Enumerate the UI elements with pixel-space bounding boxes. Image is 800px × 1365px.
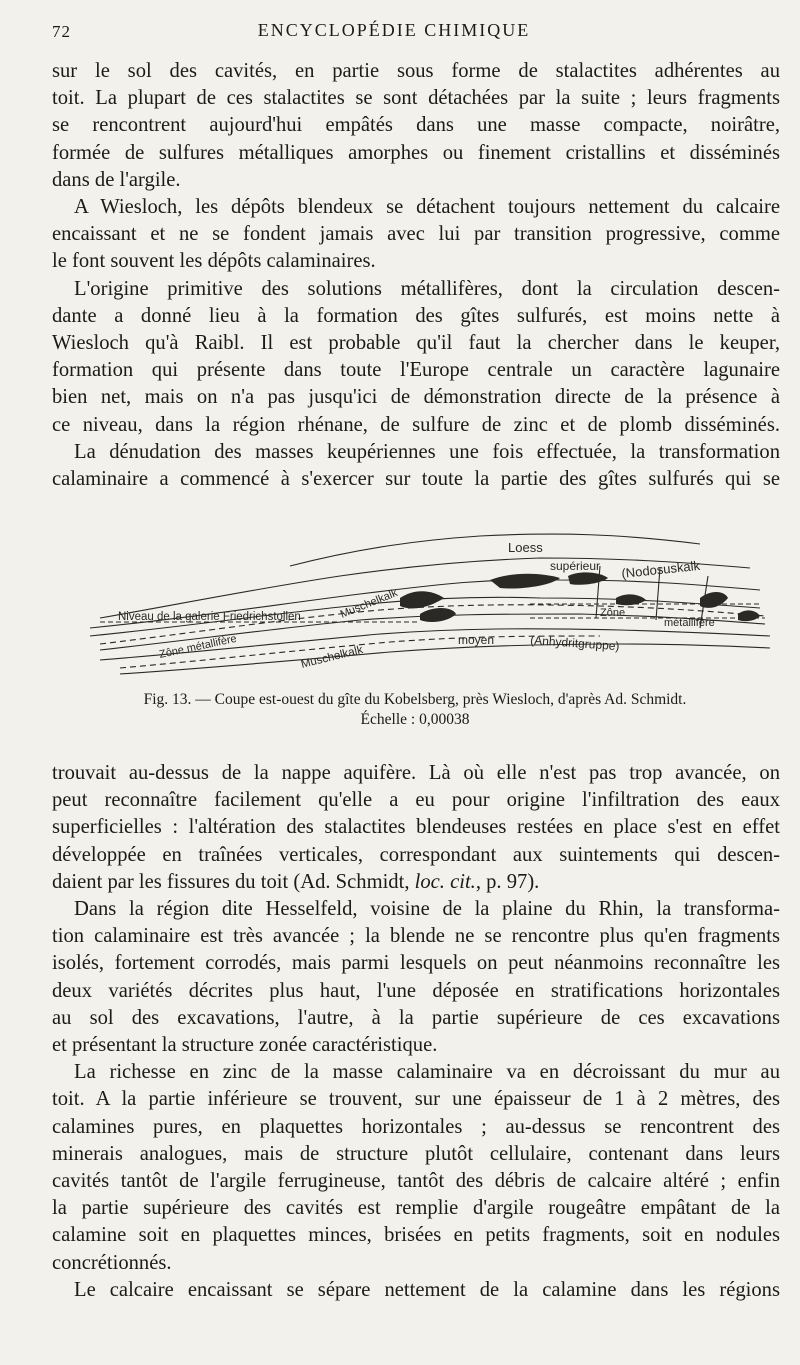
running-title: ENCYCLOPÉDIE CHIMIQUE (257, 20, 531, 40)
text-line: toit. La plupart de ces stalactites se sont détachées par la suite ; leurs fragments (52, 87, 780, 110)
text-line: se rencontrent aujourd'hui empâtés dans une masse compacte, noirâtre, (52, 114, 780, 137)
text-line: dante a donné lieu à la formation des gîtes sulfurés, est moins nette à (52, 304, 780, 327)
running-header (52, 18, 776, 42)
text-line: isolés, fortement corrodés, mais parmi lesquels on peut néanmoins reconnaître les (52, 952, 780, 975)
text-line: tion calaminaire est très avancée ; la blende ne se rencontre plus qu'en fragments (52, 925, 780, 948)
text-line: La richesse en zinc de la masse calaminaire va en décroissant du mur au (74, 1061, 780, 1084)
caption-scale: Échelle : 0,00038 (360, 711, 470, 728)
text-block-top (52, 58, 780, 493)
text-line: calaminaire a commencé à s'exercer sur toute la partie des gîtes sulfurés qui se (52, 468, 780, 491)
text-line: dans de l'argile. (52, 168, 181, 191)
text-line: le font souvent les dépôts calaminaires. (52, 250, 376, 273)
figure-caption (60, 690, 770, 730)
paragraph (52, 896, 780, 1059)
text-line: minerais analogues, mais de structure plutôt cellulaire, contenant dans leurs (52, 1142, 780, 1165)
text-line: A Wiesloch, les dépôts blendeux se détachent toujours nettement du calcaire (74, 196, 780, 219)
label-zone-metallifere-left: Zône métallifère (158, 632, 238, 661)
paragraph (52, 439, 780, 493)
text-line: sur le sol des cavités, en partie sous forme de stalactites adhérentes au (52, 60, 780, 82)
text-line: Dans la région dite Hesselfeld, voisine de la plaine du Rhin, la transforma- (74, 898, 780, 921)
text-line: L'origine primitive des solutions métallifères, dont la circulation descen- (74, 277, 780, 300)
text-line: La dénudation des masses keupériennes une fois effectuée, la transformation (74, 440, 780, 463)
text-line: et présentant la structure zonée caractéristique. (52, 1034, 438, 1057)
text-line: concrétionnés. (52, 1251, 172, 1274)
label-muschelkalk-upper: Muschelkalk (338, 586, 400, 621)
text-line: calamine soit en plaquettes minces, brisées en petits fragments, soit en nodules (52, 1224, 780, 1247)
text-line: peut reconnaître facilement qu'elle a eu pour origine l'infiltration des eaux (52, 789, 780, 812)
citation-suffix: , p. 97). (475, 870, 540, 893)
label-nodosuskalk: (Nodosuskalk (620, 557, 701, 581)
text-line: cavités tantôt de l'argile ferrugineuse, tantôt des débris de calcaire altéré ; enfin (52, 1170, 780, 1193)
label-anhydritgruppe: (Anhydritgruppe) (529, 633, 620, 654)
ore-body (420, 608, 456, 622)
text-line: Le calcaire encaissant se sépare nettement de la calamine dans les régions (74, 1278, 780, 1301)
text-line: bien net, mais on n'a pas jusqu'ici de démonstration directe de la présence à (52, 386, 780, 409)
paragraph (52, 58, 780, 194)
paragraph (52, 1059, 780, 1277)
ore-body (568, 572, 608, 584)
text-line: formée de sulfures métalliques amorphes ou finement cristallins et disséminés (52, 141, 780, 164)
text-line: formation qui présente dans toute l'Europe centrale un caractère lagunaire (52, 359, 780, 382)
paragraph (52, 194, 780, 276)
ore-body (490, 574, 560, 589)
citation-prefix: daient par les fissures du toit (Ad. Schmidt, (52, 870, 415, 893)
text-line: développée en traînées verticales, correspondant aux suintements qui descen- (52, 843, 780, 866)
paragraph (52, 1277, 780, 1304)
ore-body (616, 594, 646, 605)
text-line: superficielles : l'altération des stalactites blendeuses restées en place s'est en effet (52, 816, 780, 839)
paragraph (52, 276, 780, 439)
text-line (52, 869, 780, 896)
label-metallifere-right: métallifère (664, 617, 715, 629)
text-line: Wiesloch qu'à Raibl. Il est probable qu'il faut la chercher dans le keuper, (52, 332, 780, 355)
text-line: la partie supérieure des cavités est remplie d'argile rougeâtre empâtant de la (52, 1197, 780, 1220)
ore-body (738, 610, 760, 621)
label-muschelkalk-lower: Muschelkalk (299, 643, 365, 671)
text-line: trouvait au-dessus de la nappe aquifère. Là où elle n'est pas trop avancée, on (52, 762, 780, 784)
text-line: ce niveau, dans la région rhénane, de sulfure de zinc et de plomb disséminés. (52, 413, 780, 436)
cross-section-figure (60, 518, 780, 693)
ore-body (400, 591, 444, 608)
text-line: encaissant et ne se fondent jamais avec lui par transition progressive, comme (52, 223, 780, 246)
citation-italic: loc. cit. (414, 870, 476, 893)
loess-surface (290, 534, 700, 566)
label-superieur: supérieur (550, 559, 601, 573)
label-niveau-galerie: Niveau de la galerie Friedrichstollen (118, 611, 301, 623)
label-moyen: moyen (458, 633, 495, 647)
page-number: 72 (52, 22, 71, 41)
paragraph (52, 760, 780, 896)
caption-line: Fig. 13. — Coupe est-ouest du gîte du Kobelsberg, près Wiesloch, d'après Ad. Schmidt. (143, 691, 687, 708)
label-zone-right: Zône (600, 607, 626, 619)
text-block-bottom (52, 760, 780, 1304)
text-line: au sol des excavations, l'autre, à la partie supérieure de ces excavations (52, 1006, 780, 1029)
text-line: toit. A la partie inférieure se trouvent, sur une épaisseur de 1 à 2 mètres, des (52, 1088, 780, 1111)
text-line: calamines pures, en plaquettes horizontales ; au-dessus se rencontrent des (52, 1115, 780, 1138)
text-line: deux variétés décrites plus haut, l'une déposée en stratifications horizontales (52, 979, 780, 1002)
label-loess: Loess (508, 540, 543, 555)
